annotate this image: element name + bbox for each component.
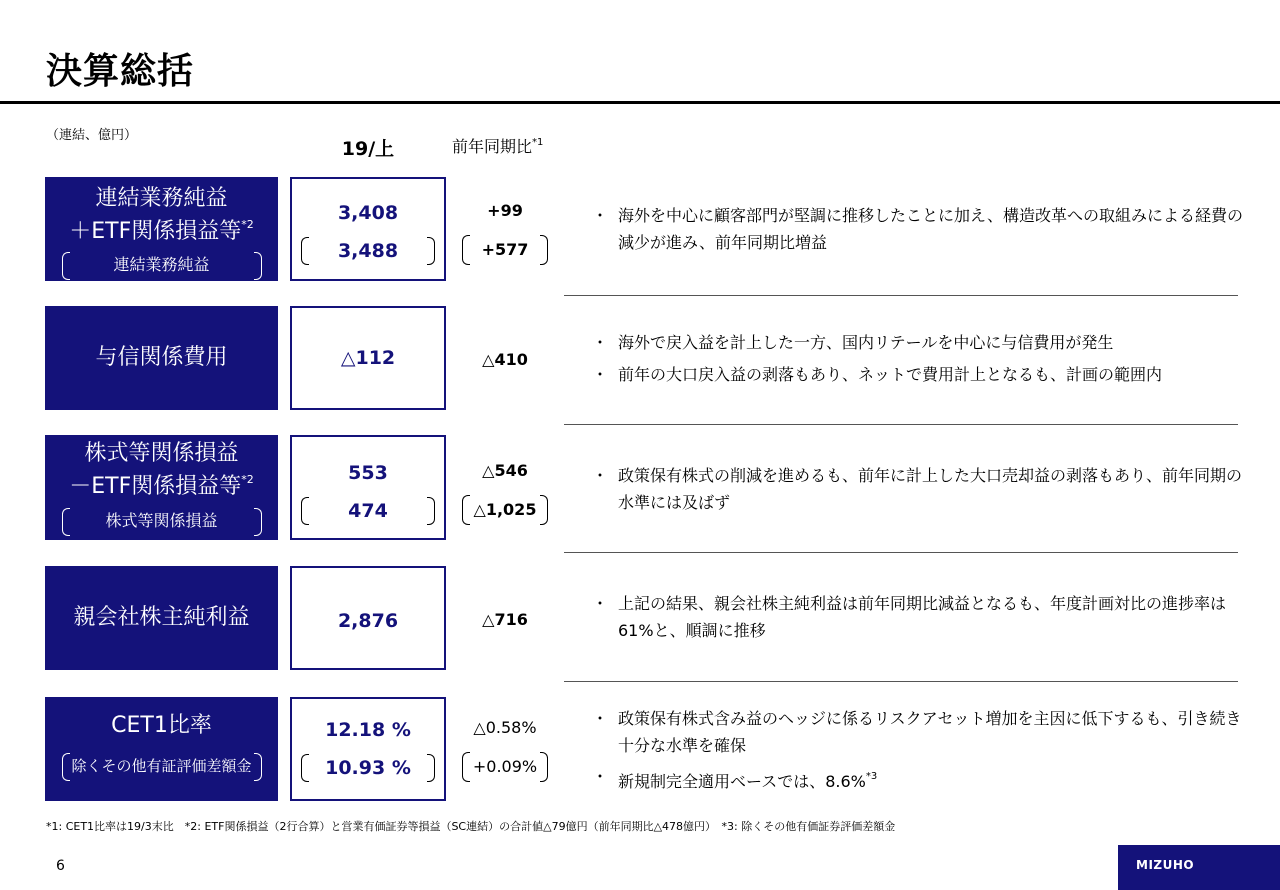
row-label-credit-costs [45, 306, 278, 410]
row-value-sub-text: 3,488 [337, 240, 399, 262]
bullet-dot: ・ [591, 466, 608, 485]
row-label-line1: 与信関係費用 [95, 345, 228, 370]
row-value-sub-text: 474 [348, 500, 388, 522]
row-yoy-sub-text: △1,025 [473, 500, 537, 519]
row-value-cet1-ratio [290, 697, 446, 801]
row-yoy-value: +99 [487, 201, 523, 220]
bullet-dot: ・ [591, 594, 608, 613]
row-value-core-profit [290, 177, 446, 281]
row-label-sub-text: 連結業務純益 [113, 255, 210, 274]
comment-text: 海外で戻入益を計上した一方、国内リテールを中心に与信費用が発生 [618, 333, 1114, 352]
bullet-dot: ・ [591, 206, 608, 225]
comment-item [590, 763, 1250, 795]
comment-text: 前年の大口戻入益の剥落もあり、ネットで費用計上となるも、計画の範囲内 [618, 365, 1163, 384]
row-yoy-sub [462, 493, 548, 527]
left-bracket [301, 237, 309, 265]
row-label-net-income [45, 566, 278, 670]
right-bracket [254, 753, 262, 781]
row-comment-core-profit [590, 202, 1250, 256]
comment-item [590, 361, 1250, 388]
comment-item [590, 590, 1250, 644]
company-logo: MIZUHO [1118, 845, 1280, 890]
row-label-sub [62, 506, 262, 536]
right-bracket [427, 237, 435, 265]
row-label-line2-text: ＋ETF関係損益等 [69, 219, 242, 244]
row-value-sub [301, 752, 435, 784]
right-bracket [540, 495, 548, 525]
row-separator [564, 681, 1238, 682]
row-yoy-sub-text: +577 [481, 240, 529, 259]
left-bracket [301, 497, 309, 525]
row-comment-credit-costs [590, 329, 1250, 388]
row-label-line2 [45, 467, 278, 500]
row-label-sub [62, 751, 262, 781]
column-header-yoy-label: 前年同期比 [452, 137, 533, 156]
bullet-dot: ・ [591, 709, 608, 728]
comment-text: 新規制完全適用ベースでは、8.6% [618, 772, 866, 791]
right-bracket [540, 752, 548, 782]
comment-item [590, 705, 1250, 759]
right-bracket [427, 754, 435, 782]
left-bracket [462, 495, 470, 525]
row-value: △112 [340, 347, 396, 369]
row-yoy-net-income [462, 598, 548, 642]
left-bracket [62, 252, 70, 280]
row-comment-net-income [590, 590, 1250, 644]
right-bracket [540, 235, 548, 265]
left-bracket [462, 752, 470, 782]
comment-item [590, 462, 1250, 516]
column-header-yoy [452, 134, 543, 157]
row-value: 12.18 % [325, 719, 411, 741]
row-label-line2-text: －ETF関係損益等 [69, 474, 242, 499]
row-value-net-income [290, 566, 446, 670]
row-label-sub-text: 除くその他有証評価差額金 [71, 757, 252, 775]
bullet-dot: ・ [591, 365, 608, 384]
row-label-sub-text: 株式等関係損益 [105, 511, 218, 530]
row-label-line2 [45, 212, 278, 245]
row-label-line1: 株式等関係損益 [84, 441, 239, 466]
bullet-dot: ・ [591, 767, 608, 786]
row-yoy-value: △546 [482, 461, 528, 480]
row-value: 3,408 [337, 202, 399, 224]
row-value-sub-text: 10.93 % [325, 757, 411, 779]
page-number: 6 [56, 858, 65, 874]
row-yoy-equity-gains [462, 449, 548, 527]
row-label-line1: 親会社株主純利益 [73, 605, 250, 630]
comment-text: 上記の結果、親会社株主純利益は前年同期比減益となるも、年度計画対比の進捗率は61%と、順調に推移 [618, 594, 1227, 640]
row-label-note: *2 [241, 218, 254, 231]
row-separator [564, 552, 1238, 553]
left-bracket [301, 754, 309, 782]
comment-item [590, 202, 1250, 256]
row-yoy-sub-text: +0.09% [472, 757, 538, 776]
row-yoy-value: △716 [482, 610, 528, 629]
comment-text: 海外を中心に顧客部門が堅調に推移したことに加え、構造改革への取組みによる経費の減少が進み、前年同期比増益 [618, 206, 1243, 252]
left-bracket [462, 235, 470, 265]
left-bracket [62, 753, 70, 781]
row-yoy-sub [462, 750, 548, 784]
row-comment-equity-gains [590, 462, 1250, 516]
column-header-period: 19/上 [341, 138, 395, 160]
row-label-sub [62, 250, 262, 280]
right-bracket [427, 497, 435, 525]
row-label-line1: 連結業務純益 [95, 186, 228, 211]
left-bracket [62, 508, 70, 536]
row-value-sub [301, 235, 435, 267]
row-separator [564, 295, 1238, 296]
row-yoy-cet1-ratio [462, 706, 548, 784]
row-yoy-value: △410 [482, 350, 528, 369]
row-yoy-sub [462, 233, 548, 267]
comment-note: *3 [865, 771, 878, 782]
comment-text: 政策保有株式の削減を進めるも、前年に計上した大口売却益の剥落もあり、前年同期の水準には及ばず [618, 466, 1243, 512]
row-yoy-value: △0.58% [473, 718, 537, 737]
row-label-equity-gains [45, 435, 278, 540]
comment-text: 政策保有株式含み益のヘッジに係るリスクアセット増加を主因に低下するも、引き続き十分な水準を確保 [618, 709, 1242, 755]
row-yoy-credit-costs [462, 338, 548, 382]
page-title: 決算総括 [46, 51, 195, 92]
footnote: *1: CET1比率は19/3末比 *2: ETF関係損益（2行合算）と営業有価証券等損益（SC連結）の合計値△79億円（前年同期比△478億円） *3: 除くその他有価証券評価差額金 [46, 820, 896, 833]
row-separator [564, 424, 1238, 425]
unit-note: （連結、億円） [46, 128, 138, 143]
row-value-equity-gains [290, 435, 446, 540]
row-label-core-profit [45, 177, 278, 281]
comment-item [590, 329, 1250, 356]
row-yoy-core-profit [462, 189, 548, 267]
row-comment-cet1-ratio [590, 705, 1250, 795]
row-label-line1: CET1比率 [111, 713, 212, 738]
row-value: 2,876 [337, 610, 399, 632]
right-bracket [254, 252, 262, 280]
row-label-cet1-ratio [45, 697, 278, 801]
column-header-yoy-note: *1 [532, 137, 544, 148]
row-value: 553 [348, 462, 388, 484]
row-value-sub [301, 495, 435, 527]
right-bracket [254, 508, 262, 536]
title-divider [0, 101, 1280, 104]
row-value-credit-costs [290, 306, 446, 410]
row-label-note: *2 [241, 473, 254, 486]
bullet-dot: ・ [591, 333, 608, 352]
